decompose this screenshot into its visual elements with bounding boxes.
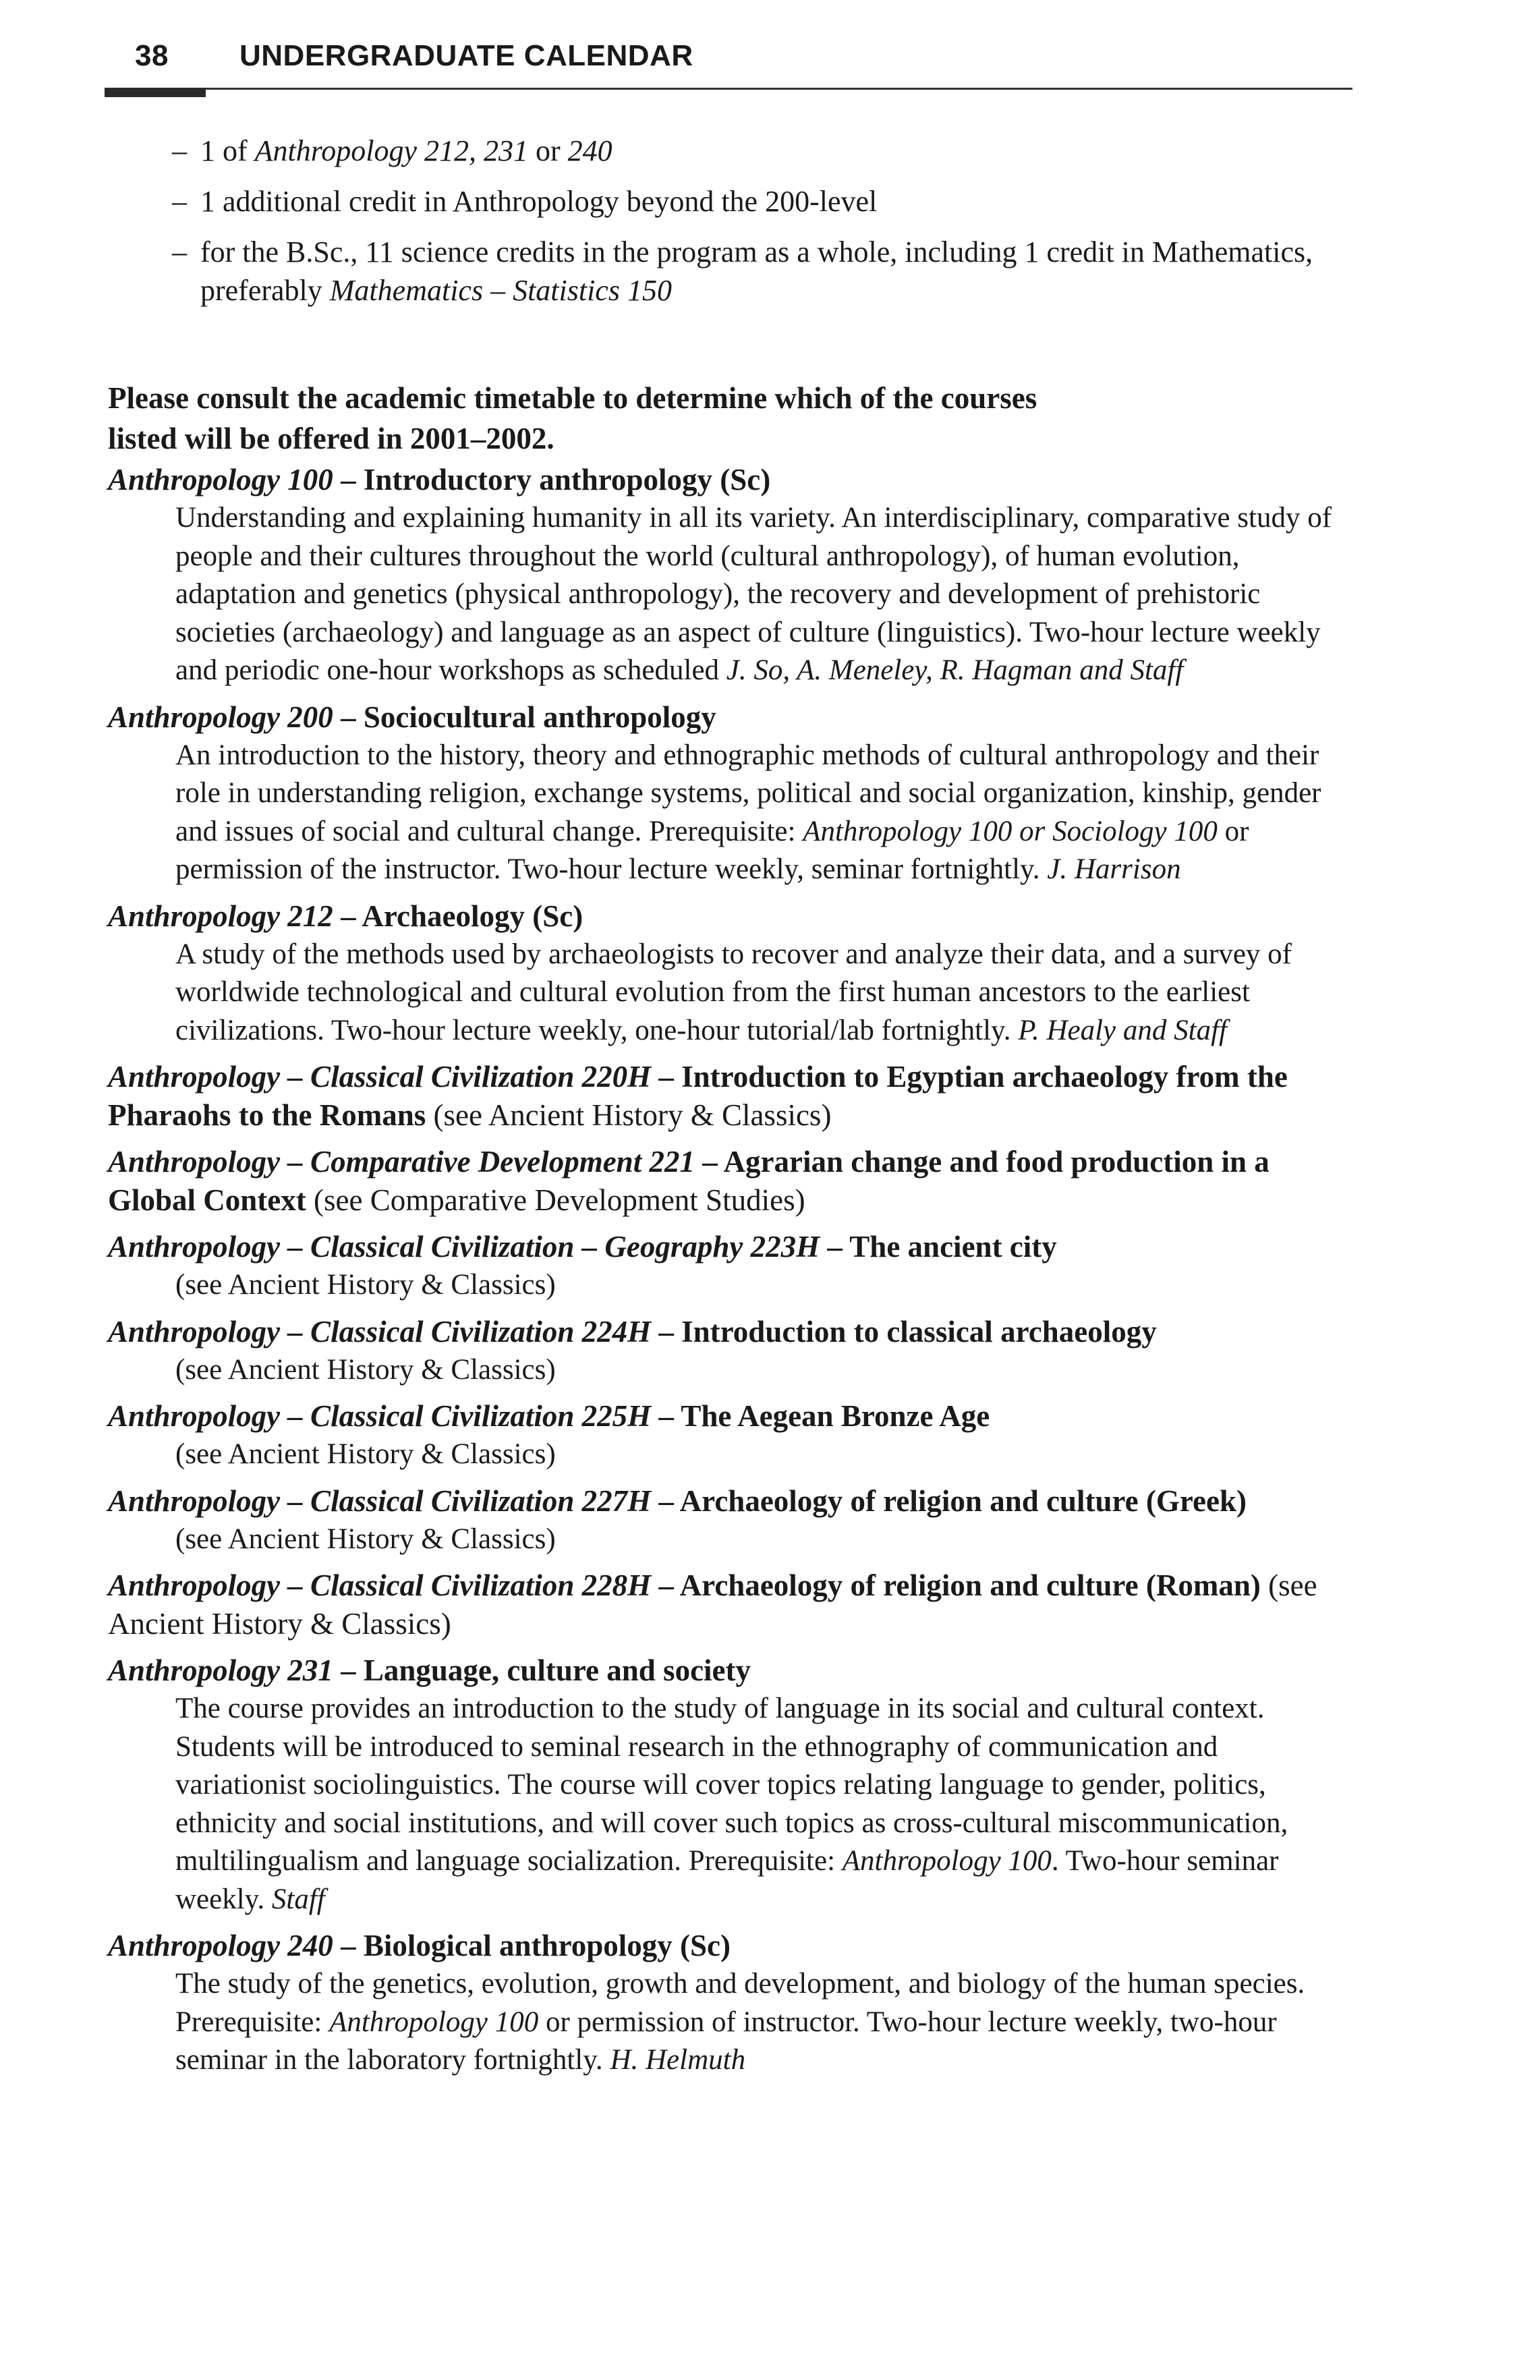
course-entry xyxy=(108,698,1363,889)
course-description-text: Understanding and explaining humanity in all its variety. An interdisciplinary, comparative study of people and their cultures throughout the world (cultural anthropology), of human evolution, adaptation and genetics (physical anthropology), the recovery and development of prehistoric societies (archaeology) and language as an aspect of culture (linguistics). Two-hour lecture weekly and periodic one-hour workshops as scheduled xyxy=(175,502,1332,686)
course-entry xyxy=(108,1313,1363,1390)
course-description xyxy=(175,936,1336,1050)
course-description-text: P. Healy and Staff xyxy=(1018,1014,1227,1046)
page-number: 38 xyxy=(135,39,169,72)
course-heading xyxy=(108,1482,1363,1521)
course-separator: – xyxy=(651,1568,680,1602)
requirement-item xyxy=(172,233,1346,310)
course-entry xyxy=(108,1058,1363,1135)
course-code: Anthropology – Classical Civilization 228H xyxy=(108,1568,652,1602)
dash-marker: – xyxy=(172,134,187,167)
course-code: Anthropology – Classical Civilization – Geography 223H xyxy=(108,1230,820,1264)
course-heading xyxy=(108,1397,1363,1436)
course-separator: – xyxy=(651,1060,682,1094)
course-code: Anthropology 240 xyxy=(108,1929,333,1962)
course-description-text: The study of the genetics, evolution, growth and development, and biology of the human species. Prerequisite: xyxy=(175,1968,1305,2038)
course-title: Introduction to Egyptian archaeology from the Pharaohs to the Romans xyxy=(108,1060,1288,1132)
course-separator: – xyxy=(333,700,364,734)
course-code: Anthropology 231 xyxy=(108,1653,333,1687)
course-title: Archaeology of religion and culture (Greek) xyxy=(679,1483,1247,1518)
course-separator: – xyxy=(333,1653,364,1687)
course-heading xyxy=(108,698,1363,737)
header-rule-accent xyxy=(105,88,206,97)
header-rule xyxy=(105,88,1352,90)
course-description xyxy=(175,1351,1336,1390)
requirement-item xyxy=(172,132,1346,170)
requirement-text: Anthropology 212, 231 xyxy=(254,134,529,167)
course-separator: – xyxy=(333,1929,364,1962)
notice-line: listed will be offered in 2001–2002. xyxy=(108,422,554,455)
course-description-text: or permission of the instructor. Two-hour lecture weekly, seminar fortnightly. xyxy=(175,815,1249,885)
course-heading xyxy=(108,1058,1363,1135)
course-code: Anthropology 100 xyxy=(108,463,333,497)
course-description-text: (see Ancient History & Classics) xyxy=(175,1269,556,1301)
course-description-text: Anthropology 100 or Sociology 100 xyxy=(803,815,1218,847)
course-description-text: H. Helmuth xyxy=(610,2044,746,2076)
course-separator: – xyxy=(694,1145,724,1179)
course-heading xyxy=(108,1927,1363,1965)
course-description-text: (see Ancient History & Classics) xyxy=(175,1523,556,1555)
notice-line: Please consult the academic timetable to determine which of the courses xyxy=(108,381,1037,415)
course-entry xyxy=(108,1651,1363,1919)
course-description xyxy=(175,737,1336,889)
course-title: Introduction to classical archaeology xyxy=(681,1314,1157,1349)
course-code: Anthropology 212 xyxy=(108,899,333,933)
course-description-text: J. Harrison xyxy=(1047,853,1181,885)
course-separator: – xyxy=(651,1314,682,1349)
course-heading xyxy=(108,461,1363,499)
requirement-text: or xyxy=(528,134,568,167)
course-title: Sociocultural anthropology xyxy=(363,700,716,734)
course-entry xyxy=(108,461,1363,690)
course-title: Agrarian change and food production in a Global Context xyxy=(108,1145,1270,1217)
page-header xyxy=(135,39,1363,86)
course-code: Anthropology – Comparative Development 221 xyxy=(108,1145,695,1179)
course-heading xyxy=(108,1228,1363,1266)
dash-marker: – xyxy=(172,235,187,268)
course-description-text: An introduction to the history, theory and ethnographic methods of cultural anthropology and their role in understanding religion, exchange systems, political and social organization, kinship, gender and issues of social and cultural change. Prerequisite: xyxy=(175,739,1321,847)
course-heading xyxy=(108,1566,1363,1643)
course-entry xyxy=(108,1566,1363,1643)
course-heading xyxy=(108,1143,1363,1220)
course-title: Language, culture and society xyxy=(363,1653,751,1687)
course-description-text: (see Ancient History & Classics) xyxy=(175,1353,556,1386)
course-cross-reference: (see Comparative Development Studies) xyxy=(306,1183,805,1217)
course-entry xyxy=(108,897,1363,1050)
course-cross-reference: (see Ancient History & Classics) xyxy=(108,1568,1317,1641)
course-description xyxy=(175,1690,1336,1919)
requirement-item xyxy=(172,182,1346,221)
course-title: The ancient city xyxy=(849,1230,1057,1264)
course-description-text: The course provides an introduction to the study of language in its social and cultural context. Students will be introduced to seminal research in the ethnography of communication and variationist sociolinguistics. The course will cover topics relating language to gender, politics, ethnicity and social institutions, and will cover such topics as cross-cultural miscommunication, multilingualism and language socialization. Prerequisite: xyxy=(175,1693,1288,1877)
course-heading xyxy=(108,1313,1363,1351)
running-title: UNDERGRADUATE CALENDAR xyxy=(239,39,693,72)
course-title: Introductory anthropology (Sc) xyxy=(363,463,771,497)
course-description xyxy=(175,1965,1336,2080)
course-description-text: or permission of instructor. Two-hour lecture weekly, two-hour seminar in the laboratory fortnightly. xyxy=(175,2006,1277,2076)
course-description-text: J. So, A. Meneley, R. Hagman and Staff xyxy=(726,654,1184,686)
course-entry xyxy=(108,1228,1363,1305)
course-description-text: Anthropology 100 xyxy=(842,1845,1052,1877)
course-heading xyxy=(108,1651,1363,1690)
course-description-text: . Two-hour seminar weekly. xyxy=(175,1845,1279,1915)
course-code: Anthropology – Classical Civilization 224H xyxy=(108,1314,652,1349)
course-entry xyxy=(108,1482,1363,1559)
course-entry xyxy=(108,1143,1363,1220)
course-code: Anthropology – Classical Civilization 220H xyxy=(108,1060,652,1094)
requirement-text: Mathematics – Statistics 150 xyxy=(329,274,672,307)
course-description xyxy=(175,1521,1336,1559)
course-description-text: (see Ancient History & Classics) xyxy=(175,1438,556,1470)
course-separator: – xyxy=(333,463,364,497)
requirement-text: for the B.Sc., 11 science credits in the program as a whole, including 1 credit in Mathematics, preferably xyxy=(200,235,1313,307)
timetable-notice xyxy=(108,378,1255,459)
course-title: Biological anthropology (Sc) xyxy=(363,1929,731,1962)
course-title: The Aegean Bronze Age xyxy=(681,1399,990,1433)
requirements-list xyxy=(172,132,1346,322)
dash-marker: – xyxy=(172,185,187,218)
course-cross-reference: (see Ancient History & Classics) xyxy=(426,1098,832,1132)
course-code: Anthropology – Classical Civilization 225H xyxy=(108,1399,652,1433)
course-description-text: A study of the methods used by archaeologists to recover and analyze their data, and a survey of worldwide technological and cultural evolution from the first human ancestors to the earliest civilizations. Two-hour lecture weekly, one-hour tutorial/lab fortnightly. xyxy=(175,938,1292,1046)
requirement-text: 240 xyxy=(567,134,612,167)
course-description-text: Staff xyxy=(271,1883,325,1915)
course-list xyxy=(108,461,1363,2088)
course-title: Archaeology of religion and culture (Roman) xyxy=(679,1568,1261,1602)
course-description xyxy=(175,499,1336,690)
course-entry xyxy=(108,1397,1363,1474)
requirement-text: 1 of xyxy=(200,134,255,167)
course-description-text: Anthropology 100 xyxy=(329,2006,539,2038)
course-description xyxy=(175,1436,1336,1474)
course-separator: – xyxy=(333,899,362,933)
course-entry xyxy=(108,1927,1363,2080)
course-code: Anthropology – Classical Civilization 227H xyxy=(108,1483,652,1518)
course-separator: – xyxy=(820,1230,850,1264)
course-heading xyxy=(108,897,1363,936)
requirement-text: 1 additional credit in Anthropology beyond the 200-level xyxy=(200,185,878,218)
course-code: Anthropology 200 xyxy=(108,700,333,734)
course-separator: – xyxy=(651,1399,681,1433)
course-description xyxy=(175,1266,1336,1305)
course-separator: – xyxy=(651,1483,680,1518)
course-title: Archaeology (Sc) xyxy=(362,899,583,933)
